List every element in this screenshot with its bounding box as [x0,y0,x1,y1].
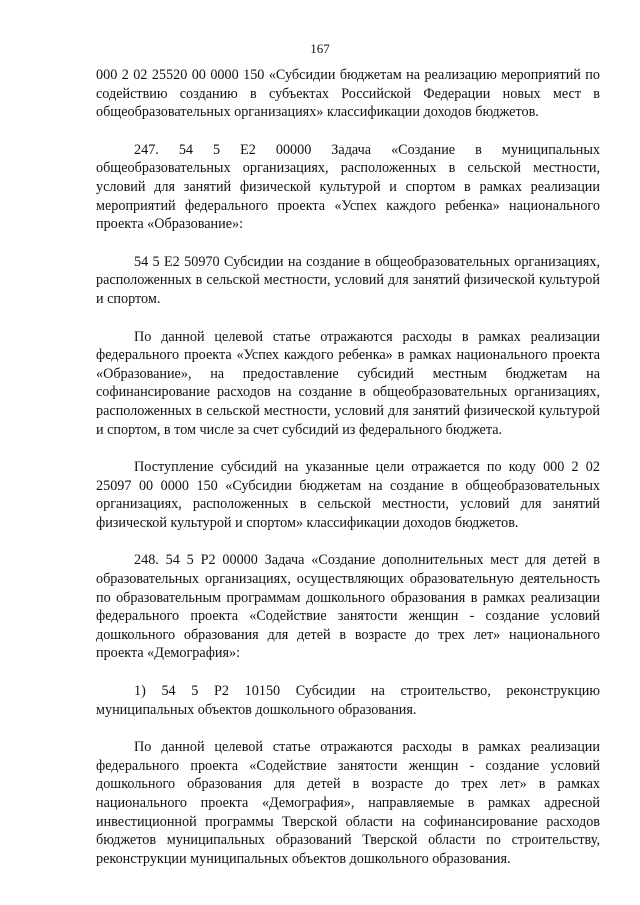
paragraph-expenses-description-1: По данной целевой статье отражаются расходы в рамках реализации федерального проекта «Успех каждого ребенка» в рамках национального проекта «Образование», на предоставление субсидий местным бюджетам на софинансирование расходов на создание в общеобразовательных организациях, расположенных в сельской местности, условий для занятий физической культурой и спортом, в том числе за счет субсидий из федерального бюджета. [96,328,600,438]
paragraph-task-248: 248. 54 5 Р2 00000 Задача «Создание дополнительных мест для детей в образовательных организациях, осуществляющих образовательную деятельность по образовательным программам дошкольного образования в рамках реализации федерального проекта «Содействие занятости женщин - создание условий дошкольного образования для детей в возрасте до трех лет» национального проекта «Демография»: [96,552,600,662]
paragraph-income-code-25520: 000 2 02 25520 00 0000 150 «Субсидии бюджетам на реализацию мероприятий по содействию созданию в субъектах Российской Федерации новых мест в общеобразовательных организациях» классификации доходов бюджетов. [96,67,600,121]
document-body [96,66,600,868]
page-number: 167 [310,41,330,56]
paragraph-subsidy-50970: 54 5 Е2 50970 Субсидии на создание в общеобразовательных организациях, расположенных в сельской местности, условий для занятий физической культурой и спортом. [96,253,600,307]
paragraph-expenses-description-2: По данной целевой статье отражаются расходы в рамках реализации федерального проекта «Содействие занятости женщин - создание условий дошкольного образования для детей в возрасте до трех лет» в рамках национального проекта «Демография», направляемые в рамках адресной инвестиционной программы Тверской области на софинансирование расходов бюджетов муниципальных образований Тверской области по строительству, реконструкции муниципальных объектов дошкольного образования. [96,739,600,867]
paragraph-income-code-25097: Поступление субсидий на указанные цели отражается по коду 000 2 02 25097 00 0000 150 «Субсидии бюджетам на создание в общеобразовательных организациях, расположенных в сельской местности, условий для занятий физической культурой и спортом» классификации доходов бюджетов. [96,459,600,531]
paragraph-task-247: 247. 54 5 Е2 00000 Задача «Создание в муниципальных общеобразовательных организациях, расположенных в сельской местности, условий для занятий физической культурой и спортом в рамках реализации мероприятий федерального проекта «Успех каждого ребенка» национального проекта «Образование»: [96,141,600,233]
paragraph-subsidy-10150: 1) 54 5 Р2 10150 Субсидии на строительство, реконструкцию муниципальных объектов дошкольного образования. [96,683,600,718]
